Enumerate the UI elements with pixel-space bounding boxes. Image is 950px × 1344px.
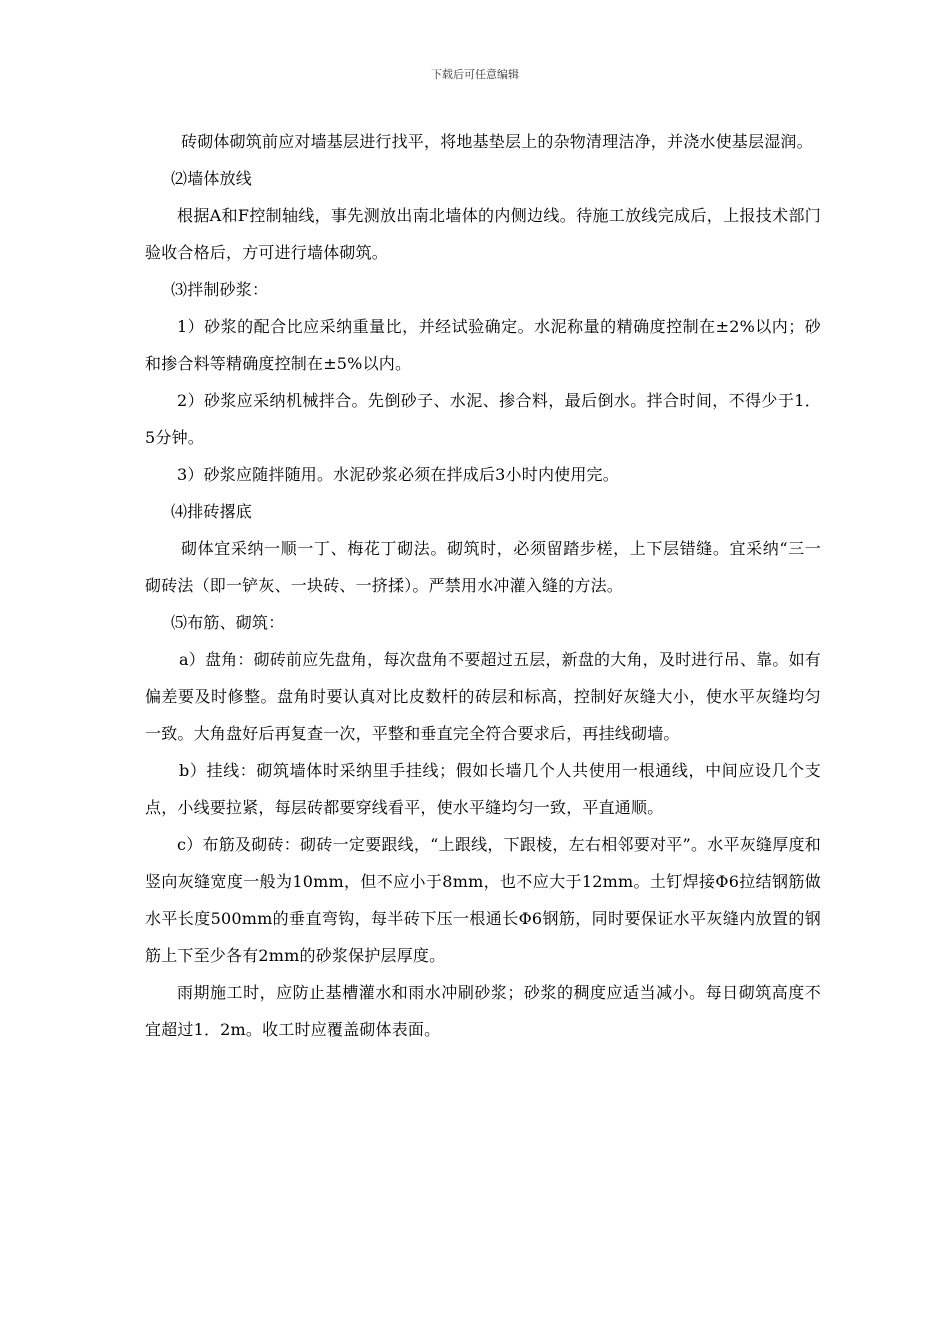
heading-wall-layout: ⑵墙体放线 (171, 169, 253, 188)
heading-mortar-mixing: ⑶拌制砂浆： (171, 280, 269, 299)
heading-rebar-masonry: ⑸布筋、砌筑： (171, 613, 285, 632)
paragraph-mortar-ratio: 1）砂浆的配合比应采纳重量比，并经试验确定。水泥称量的精确度控制在±2%以内；砂和掺合料等精确度控制在±5%以内。 (145, 317, 821, 373)
paragraph-wall-layout: 根据A和F控制轴线，事先测放出南北墙体的内侧边线。待施工放线完成后，上报技术部门验收合格后，方可进行墙体砌筑。 (145, 206, 821, 262)
paragraph-mortar-machine: 2）砂浆应采纳机械拌合。先倒砂子、水泥、掺合料，最后倒水。拌合时间，不得少于1．5分钟。 (145, 391, 821, 447)
paragraph-rebar-bricklaying: c）布筋及砌砖：砌砖一定要跟线，“上跟线，下跟棱，左右相邻要对平”。水平灰缝厚度和竖向灰缝宽度一般为10mm，但不应小于8mm，也不应大于12mm。土钉焊接Φ6拉结钢筋做水平长度500mm的垂直弯钩，每半砖下压一根通长Φ6钢筋，同时要保证水平灰缝内放置的钢筋上下至少各有2mm的砂浆保护层厚度。 (145, 835, 821, 965)
paragraph-rainy-season: 雨期施工时，应防止基槽灌水和雨水冲刷砂浆；砂浆的稠度应适当减小。每日砌筑高度不宜超过1．2m。收工时应覆盖砌体表面。 (145, 983, 821, 1039)
paragraph-base-leveling: 砖砌体砌筑前应对墙基层进行找平，将地基垫层上的杂物清理洁净，并浇水使基层湿润。 (181, 132, 813, 151)
document-body (145, 123, 821, 1048)
paragraph-brick-layout: 砌体宜采纳一顺一丁、梅花丁砌法。砌筑时，必须留踏步槎，上下层错缝。宜采纳“三一砌砖法（即一铲灰、一块砖、一挤揉）。严禁用水冲灌入缝的方法。 (145, 539, 821, 595)
heading-brick-layout: ⑷排砖撂底 (171, 502, 253, 521)
paragraph-corner-building: a）盘角：砌砖前应先盘角，每次盘角不要超过五层，新盘的大角，及时进行吊、靠。如有偏差要及时修整。盘角时要认真对比皮数杆的砖层和标高，控制好灰缝大小，使水平灰缝均匀一致。大角盘好后再复查一次，平整和垂直完全符合要求后，再挂线砌墙。 (145, 650, 821, 743)
page-header: 下载后可任意编辑 (431, 68, 519, 81)
paragraph-mortar-usage: 3）砂浆应随拌随用。水泥砂浆必须在拌成后3小时内使用完。 (177, 465, 619, 484)
paragraph-line-hanging: b）挂线：砌筑墙体时采纳里手挂线；假如长墙几个人共使用一根通线，中间应设几个支点，小线要拉紧，每层砖都要穿线看平，使水平缝均匀一致，平直通顺。 (145, 761, 821, 817)
